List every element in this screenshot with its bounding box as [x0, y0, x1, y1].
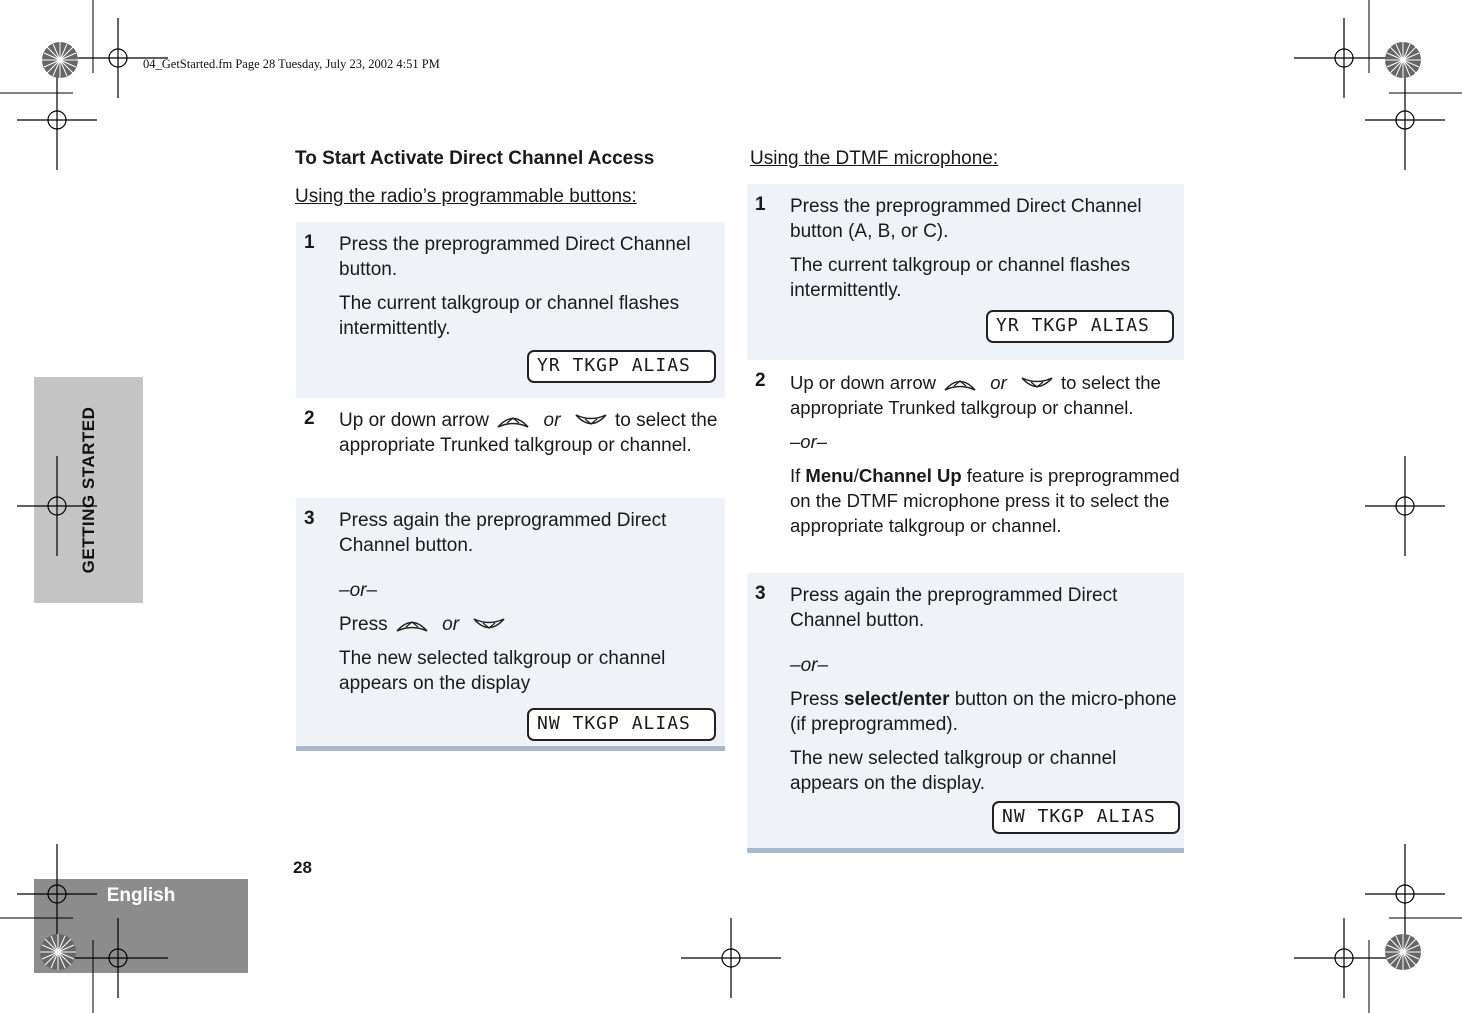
starburst-target-icon: [42, 42, 78, 78]
file-header-note: 04_GetStarted.fm Page 28 Tuesday, July 23, 2002 4:51 PM: [143, 57, 440, 71]
starburst-target-icon: [40, 934, 76, 970]
step-text: The new selected talkgroup or channel appears on the display: [339, 648, 666, 694]
registration-mark-icon: [1294, 918, 1394, 998]
step-text-pre: Up or down arrow: [790, 372, 937, 393]
step-number: 3: [304, 508, 315, 529]
step-text: Press again the preprogrammed Direct Channel button.: [339, 510, 667, 556]
registration-mark-icon: [68, 918, 168, 998]
page-number: 28: [293, 858, 312, 877]
or-word: or: [543, 410, 561, 431]
step-text-press: Press: [339, 614, 388, 635]
step-text: The current talkgroup or channel flashes intermittently.: [790, 255, 1131, 301]
section-side-tab-label: GETTING STARTED: [78, 406, 98, 574]
or-word: or: [442, 614, 460, 635]
lcd-display: NW TKGP ALIAS: [992, 801, 1180, 834]
registration-mark-icon: [1294, 18, 1394, 98]
language-tab-label: English: [106, 885, 176, 906]
channel-up-key-label: Channel Up: [858, 465, 962, 487]
step-text: Press the preprogrammed Direct Channel button.: [339, 234, 691, 280]
step-number: 1: [755, 194, 766, 215]
step-text-pre: Up or down arrow: [339, 410, 489, 431]
step-text-post: to select the appropriate Trunked talkgroup or channel.: [790, 372, 1161, 419]
step-text-press-rest: button on the micro-phone (if preprogrammed).: [790, 689, 1177, 735]
or-line: –or–: [790, 655, 829, 676]
slash: /: [853, 465, 859, 487]
step-number: 2: [755, 370, 766, 391]
registration-mark-icon: [1365, 456, 1445, 556]
step-text-if: If: [790, 465, 801, 487]
registration-mark-icon: [681, 918, 781, 998]
left-subheading: Using the radio’s programmable buttons:: [295, 186, 637, 207]
registration-mark-icon: [17, 70, 97, 170]
starburst-target-icon: [1385, 934, 1421, 970]
lcd-display: YR TKGP ALIAS: [527, 350, 716, 383]
step-text-rest: feature is preprogrammed on the DTMF microphone press it to select the appropriate talkgroup or channel.: [790, 465, 1180, 537]
registration-mark-icon: [1365, 70, 1445, 170]
starburst-target-icon: [1385, 42, 1421, 78]
step-text: The new selected talkgroup or channel appears on the display.: [790, 748, 1117, 794]
step-text-post: to select the appropriate Trunked talkgroup or channel.: [339, 410, 718, 456]
or-line: –or–: [339, 580, 378, 601]
or-word: or: [990, 372, 1007, 393]
step-number: 1: [304, 232, 315, 253]
registration-mark-icon: [78, 18, 168, 98]
menu-key-label: Menu: [805, 465, 854, 487]
step-text: The current talkgroup or channel flashes intermittently.: [339, 293, 680, 339]
right-subheading: Using the DTMF microphone:: [750, 148, 999, 169]
step-number: 3: [755, 583, 766, 604]
step-text-press: Press: [790, 689, 839, 710]
lcd-display: NW TKGP ALIAS: [527, 708, 716, 741]
step-number: 2: [304, 408, 315, 429]
section-heading: To Start Activate Direct Channel Access: [295, 148, 655, 169]
select-enter-key-label: select/enter: [843, 689, 950, 710]
lcd-display: YR TKGP ALIAS: [986, 310, 1174, 343]
registration-mark-icon: [17, 456, 97, 556]
registration-mark-icon: [17, 844, 97, 944]
or-line: –or–: [790, 431, 828, 453]
step-text: Press again the preprogrammed Direct Channel button.: [790, 585, 1118, 631]
registration-mark-icon: [1365, 844, 1445, 944]
step-text: Press the preprogrammed Direct Channel button (A, B, or C).: [790, 196, 1142, 242]
